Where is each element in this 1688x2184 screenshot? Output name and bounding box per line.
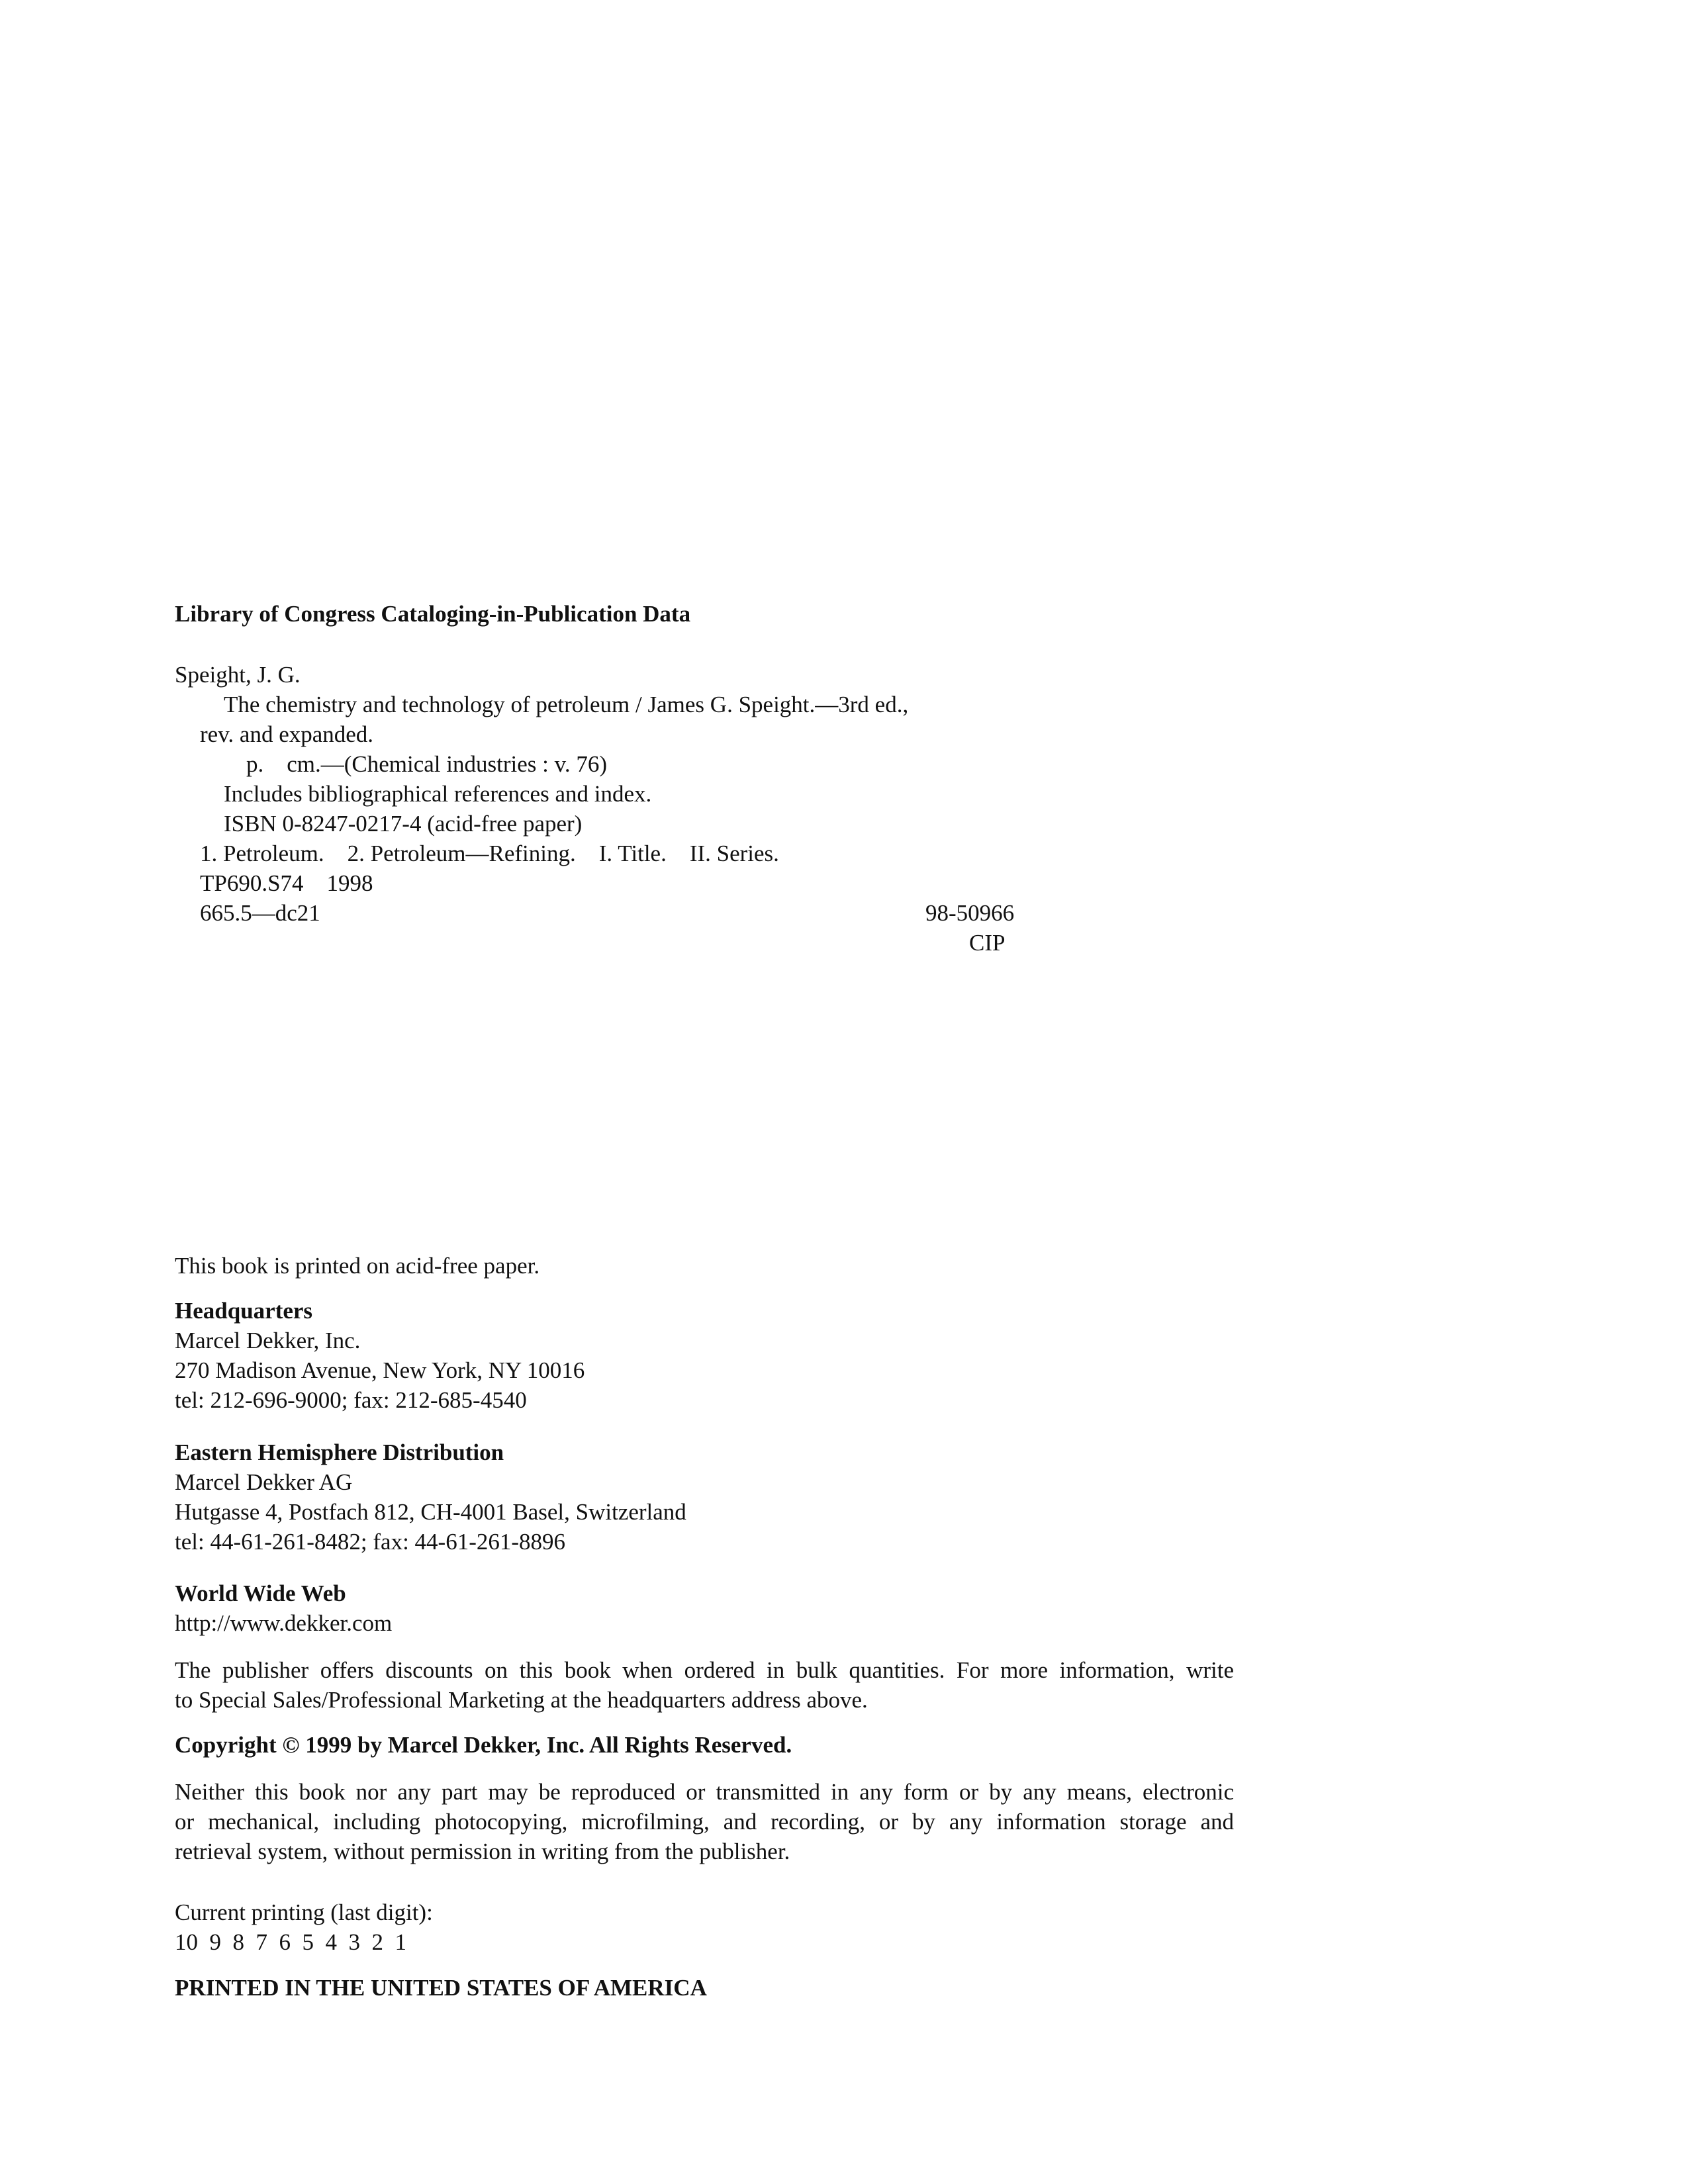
- cip-physical: p. cm.—(Chemical industries : v. 76): [246, 751, 607, 777]
- cip-dewey-row: [175, 898, 1234, 928]
- rights-note-line3: retrieval system, without permission in writing from the publisher.: [175, 1839, 790, 1864]
- cip-record: [175, 660, 1234, 958]
- www-heading: World Wide Web: [175, 1580, 346, 1606]
- cip-lccn: 98-50966: [925, 900, 1015, 926]
- printed-in-notice: [175, 1973, 1234, 2003]
- eastern-company: Marcel Dekker AG: [175, 1469, 353, 1495]
- rights-note-line1: Neither this book nor any part may be reproduced or transmitted in any form or by any means, electronic: [175, 1779, 1234, 1805]
- headquarters-section: [175, 1296, 1234, 1415]
- bulk-note-line1: The publisher offers discounts on this book when ordered in bulk quantities. For more information, write: [175, 1657, 1234, 1683]
- cip-bibliography: Includes bibliographical references and index.: [224, 781, 652, 807]
- printed-in-text: PRINTED IN THE UNITED STATES OF AMERICA: [175, 1975, 707, 2001]
- eastern-phone: tel: 44-61-261-8482; fax: 44-61-261-8896: [175, 1529, 566, 1555]
- eastern-heading: Eastern Hemisphere Distribution: [175, 1439, 504, 1465]
- headquarters-phone: tel: 212-696-9000; fax: 212-685-4540: [175, 1387, 527, 1413]
- acid-free-note: [175, 1251, 1234, 1281]
- cip-heading-text: Library of Congress Cataloging-in-Publication Data: [175, 601, 691, 627]
- printing-digits: 10 9 8 7 6 5 4 3 2 1: [175, 1929, 406, 1955]
- printing-label: Current printing (last digit):: [175, 1899, 433, 1925]
- rights-note: [175, 1777, 1234, 1866]
- www-section: [175, 1578, 1234, 1638]
- cip-tag: CIP: [969, 930, 1006, 956]
- headquarters-company: Marcel Dekker, Inc.: [175, 1328, 361, 1353]
- www-url: http://www.dekker.com: [175, 1610, 393, 1636]
- cip-author: Speight, J. G.: [175, 662, 301, 688]
- cip-title-line1: The chemistry and technology of petroleum / James G. Speight.—3rd ed.,: [224, 692, 909, 717]
- rights-note-line2: or mechanical, including photocopying, microfilming, and recording, or by any information storage and: [175, 1809, 1234, 1835]
- cip-dewey: 665.5—dc21: [200, 900, 320, 926]
- cip-heading: [175, 599, 1234, 629]
- cip-tag-row: [175, 928, 1234, 958]
- copyright-notice: [175, 1730, 1234, 1760]
- headquarters-address: 270 Madison Avenue, New York, NY 10016: [175, 1357, 585, 1383]
- printing-section: [175, 1897, 1234, 1957]
- cip-subjects: 1. Petroleum. 2. Petroleum—Refining. I. Title. II. Series.: [200, 841, 779, 866]
- headquarters-heading: Headquarters: [175, 1298, 313, 1324]
- eastern-distribution-section: [175, 1437, 1234, 1557]
- copyright-text: Copyright © 1999 by Marcel Dekker, Inc. All Rights Reserved.: [175, 1732, 792, 1758]
- eastern-address: Hutgasse 4, Postfach 812, CH-4001 Basel, Switzerland: [175, 1499, 686, 1525]
- cip-isbn: ISBN 0-8247-0217-4 (acid-free paper): [224, 811, 583, 837]
- cip-title-line2: rev. and expanded.: [200, 721, 374, 747]
- bulk-note-line2: to Special Sales/Professional Marketing at the headquarters address above.: [175, 1687, 868, 1713]
- cip-lc-class: TP690.S74 1998: [200, 870, 373, 896]
- bulk-discount-note: [175, 1655, 1234, 1715]
- acid-free-note-text: This book is printed on acid-free paper.: [175, 1253, 540, 1279]
